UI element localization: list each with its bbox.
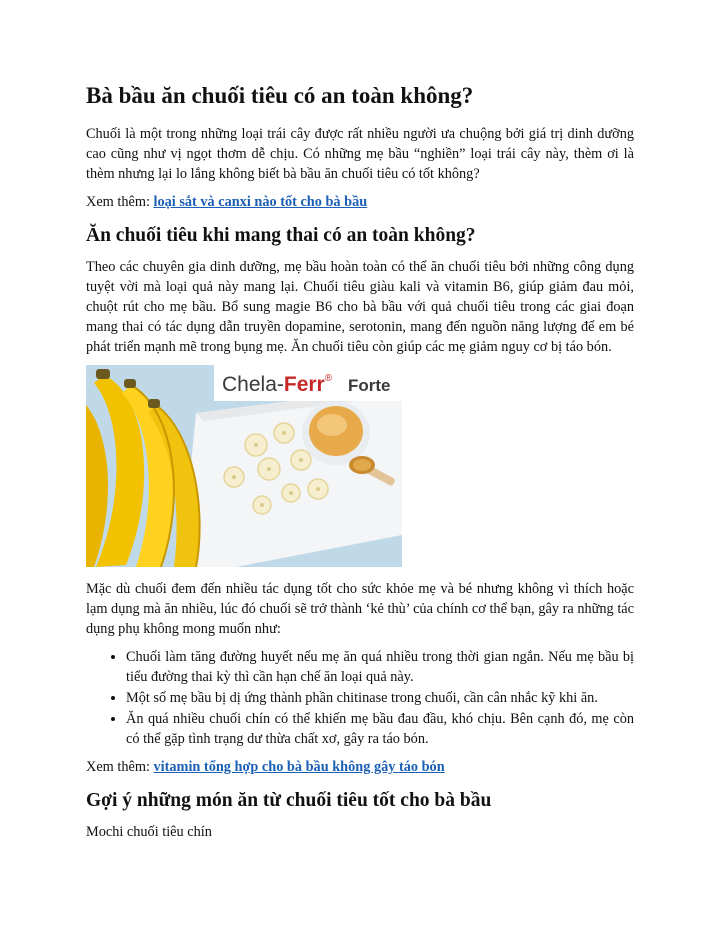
chela-ferr-logo: [214, 365, 402, 401]
list-item: • Một số mẹ bầu bị dị ứng thành phần chitinase trong chuối, cần cân nhắc kỹ khi ăn.: [126, 688, 634, 708]
list-item: • Ăn quá nhiều chuối chín có thể khiến mẹ bầu đau đầu, khó chịu. Bên cạnh đó, mẹ còn có thể gặp tình trạng dư thừa chất xơ, gây ra táo bón.: [126, 709, 634, 749]
list-item: • Chuối làm tăng đường huyết nếu mẹ ăn quá nhiều trong thời gian ngắn. Nếu mẹ bầu bị tiểu đường thai kỳ thì cần hạn chế ăn loại quả này.: [126, 647, 634, 687]
section-1-body: Theo các chuyên gia dinh dưỡng, mẹ bầu hoàn toàn có thể ăn chuối tiêu bởi những công dụng tuyệt vời mà loại quả này mang lại. Chuối tiêu giàu kali và vitamin B6, giúp giảm đau mỏi, chuột rút cho mẹ bầu. Bổ sung magie B6 cho bà bầu với quả chuối tiêu trong các giai đoạn mang thai có tác dụng dẫn truyền dopamine, serotonin, mang đến nguồn năng lượng để em bé phát triển mạnh mẽ trong bụng mẹ. Ăn chuối tiêu còn giúp các mẹ giảm nguy cơ bị táo bón.: [86, 258, 634, 355]
iron-calcium-link[interactable]: loại sắt và canxi nào tốt cho bà bầu: [153, 193, 368, 210]
svg-text:Forte: Forte: [348, 375, 391, 395]
svg-text:Chela-Ferr®: Chela-Ferr®: [222, 372, 333, 396]
section-2-heading: Gợi ý những món ăn từ chuối tiêu tốt cho bà bầu: [86, 789, 492, 811]
multivitamin-link[interactable]: vitamin tổng hợp cho bà bầu không gây táo bón: [153, 758, 445, 775]
see-also-2: [86, 757, 634, 777]
after-image-paragraph: Mặc dù chuối đem đến nhiều tác dụng tốt cho sức khỏe mẹ và bé nhưng không vì thích hoặc lạm dụng mà ăn nhiều, lúc đó chuối sẽ trở thành ‘kẻ thù’ của chính cơ thể bạn, gây ra những tác dụng phụ không mong muốn như:: [86, 580, 634, 637]
section-1-heading: Ăn chuối tiêu khi mang thai có an toàn không?: [86, 224, 476, 246]
banana-product-image: [86, 365, 402, 567]
see-also-prefix: Xem thêm:: [86, 758, 154, 775]
see-also-prefix: Xem thêm:: [86, 193, 154, 210]
article-title: Bà bầu ăn chuối tiêu có an toàn không?: [86, 83, 474, 108]
see-also-1: [86, 192, 634, 212]
section-2-body: Mochi chuối tiêu chín: [86, 824, 212, 841]
side-effects-list: [86, 647, 634, 749]
intro-paragraph: Chuối là một trong những loại trái cây được rất nhiều người ưa chuộng bởi giá trị dinh dưỡng cao cũng như vị ngọt thơm dễ chịu. Có những mẹ bầu “nghiền” loại trái cây này, thèm ơi là thèm nhưng lại lo lắng không biết bà bầu ăn chuối tiêu có tốt không?: [86, 125, 634, 182]
